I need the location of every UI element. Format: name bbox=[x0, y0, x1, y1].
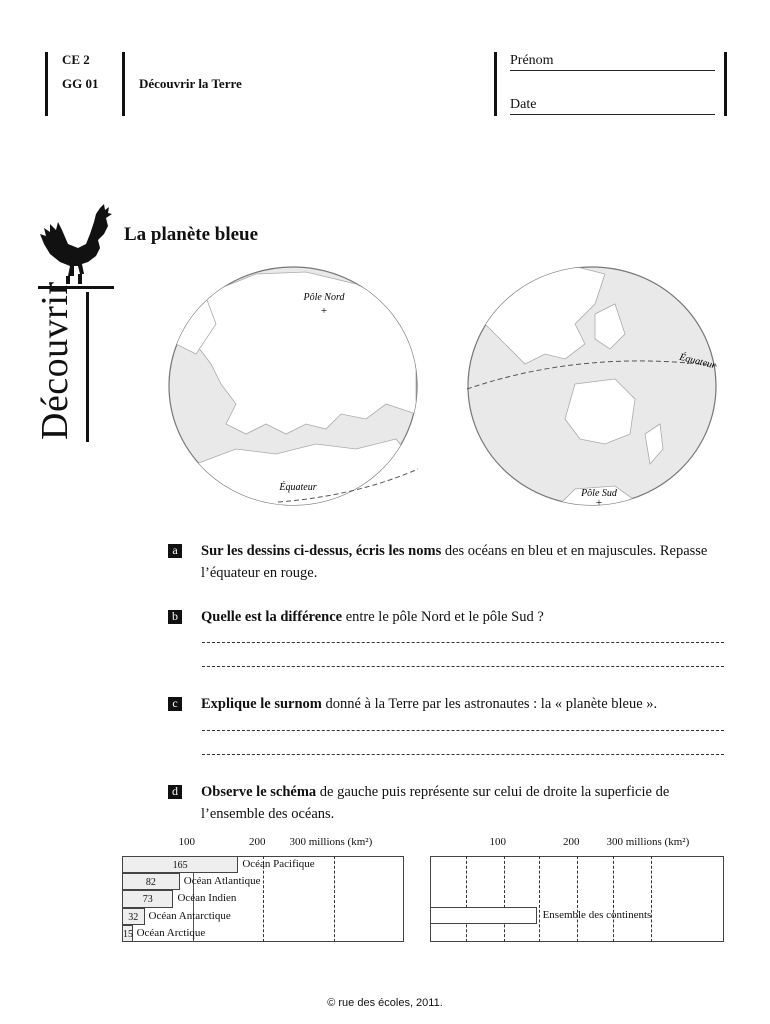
question-d-bold: Observe le schéma bbox=[201, 784, 317, 800]
header-right-bar-2 bbox=[724, 52, 727, 116]
chart-right-gridline bbox=[539, 856, 540, 942]
chart-right-bar bbox=[430, 907, 537, 924]
header-left-bar bbox=[45, 52, 48, 116]
question-a-bold: Sur les dessins ci-dessus, écris les noms bbox=[201, 543, 442, 559]
chart-right-category-label: Ensemble des continents bbox=[542, 908, 652, 921]
chart-right-gridline bbox=[504, 856, 505, 942]
chart-left-category-label: Océan Antarctique bbox=[148, 909, 231, 922]
chart-left-category-label: Océan Indien bbox=[177, 892, 237, 905]
chart-left-gridline bbox=[334, 856, 335, 942]
subject-label: Découvrir la Terre bbox=[139, 76, 242, 91]
chart-left-category-label: Océan Pacifique bbox=[242, 858, 315, 870]
section-rule bbox=[86, 292, 89, 442]
chart-left-tick-label: 300 millions (km²) bbox=[289, 836, 373, 848]
question-b-bold: Quelle est la différence bbox=[201, 609, 343, 625]
question-b-badge: b bbox=[168, 610, 182, 624]
rooster-icon bbox=[38, 204, 120, 290]
answer-line-c-1[interactable] bbox=[202, 730, 724, 731]
question-b-text bbox=[201, 606, 726, 628]
chart-right-gridline bbox=[466, 856, 467, 942]
first-name-line[interactable] bbox=[510, 70, 715, 71]
chart-left-bar: 15 bbox=[122, 925, 133, 942]
chart-left-bar: 165 bbox=[122, 856, 238, 873]
chart-right-gridline bbox=[613, 856, 614, 942]
chart-left-bar: 82 bbox=[122, 873, 180, 890]
pole-south-marker: + bbox=[595, 497, 603, 509]
question-d-text bbox=[201, 781, 726, 825]
chart-left-tick-label: 200 bbox=[249, 836, 266, 848]
chart-right-gridline bbox=[651, 856, 652, 942]
chart-left-category-label: Océan Arctique bbox=[136, 926, 206, 939]
question-b-rest: entre le pôle Nord et le pôle Sud ? bbox=[342, 609, 544, 625]
answer-line-b-2[interactable] bbox=[202, 666, 724, 667]
date-line[interactable] bbox=[510, 114, 715, 115]
question-d-rest: de gauche puis représente sur celui de droite la superficie de l’ensemble des océans. bbox=[201, 784, 670, 822]
globe-north bbox=[166, 264, 421, 509]
code-label: GG 01 bbox=[62, 76, 99, 91]
equator-right-label: Équateur bbox=[678, 351, 717, 372]
section-label: Découvrir bbox=[34, 281, 76, 440]
equator-left-label: Équateur bbox=[279, 482, 317, 493]
question-c-badge: c bbox=[168, 697, 182, 711]
chart-right-gridline bbox=[577, 856, 578, 942]
question-a-rest: des océans en bleu et en majuscules. Repasse l’équateur en rouge. bbox=[201, 543, 708, 581]
first-name-label: Prénom bbox=[510, 53, 554, 68]
chart-left-bar: 73 bbox=[122, 890, 173, 907]
pole-north-label: Pôle Nord bbox=[303, 292, 345, 303]
footer-copyright: © rue des écoles, 2011. bbox=[327, 997, 443, 1009]
question-d-badge: d bbox=[168, 785, 182, 799]
pole-south-label: Pôle Sud bbox=[581, 488, 617, 499]
header-right-bar-1 bbox=[494, 52, 497, 116]
question-a-text bbox=[201, 540, 726, 584]
answer-line-b-1[interactable] bbox=[202, 642, 724, 643]
answer-line-c-2[interactable] bbox=[202, 754, 724, 755]
question-c-bold: Explique le surnom bbox=[201, 696, 322, 712]
chart-right-tick-label: 100 bbox=[489, 836, 506, 848]
chart-right-tick-label: 300 millions (km²) bbox=[606, 836, 690, 848]
question-c-text bbox=[201, 693, 726, 715]
pole-north-marker: + bbox=[320, 305, 328, 317]
header-mid-bar bbox=[122, 52, 125, 116]
chart-right-tick-label: 200 bbox=[563, 836, 580, 848]
globe-south bbox=[465, 264, 720, 509]
page-title: La planète bleue bbox=[124, 224, 259, 245]
level-label: CE 2 bbox=[62, 52, 90, 67]
chart-left-category-label: Océan Atlantique bbox=[183, 875, 261, 888]
date-label: Date bbox=[510, 97, 537, 112]
chart-left-tick-label: 100 bbox=[178, 836, 195, 848]
chart-left-bar: 32 bbox=[122, 908, 145, 925]
question-c-rest: donné à la Terre par les astronautes : la « planète bleue ». bbox=[321, 696, 658, 712]
question-a-badge: a bbox=[168, 544, 182, 558]
